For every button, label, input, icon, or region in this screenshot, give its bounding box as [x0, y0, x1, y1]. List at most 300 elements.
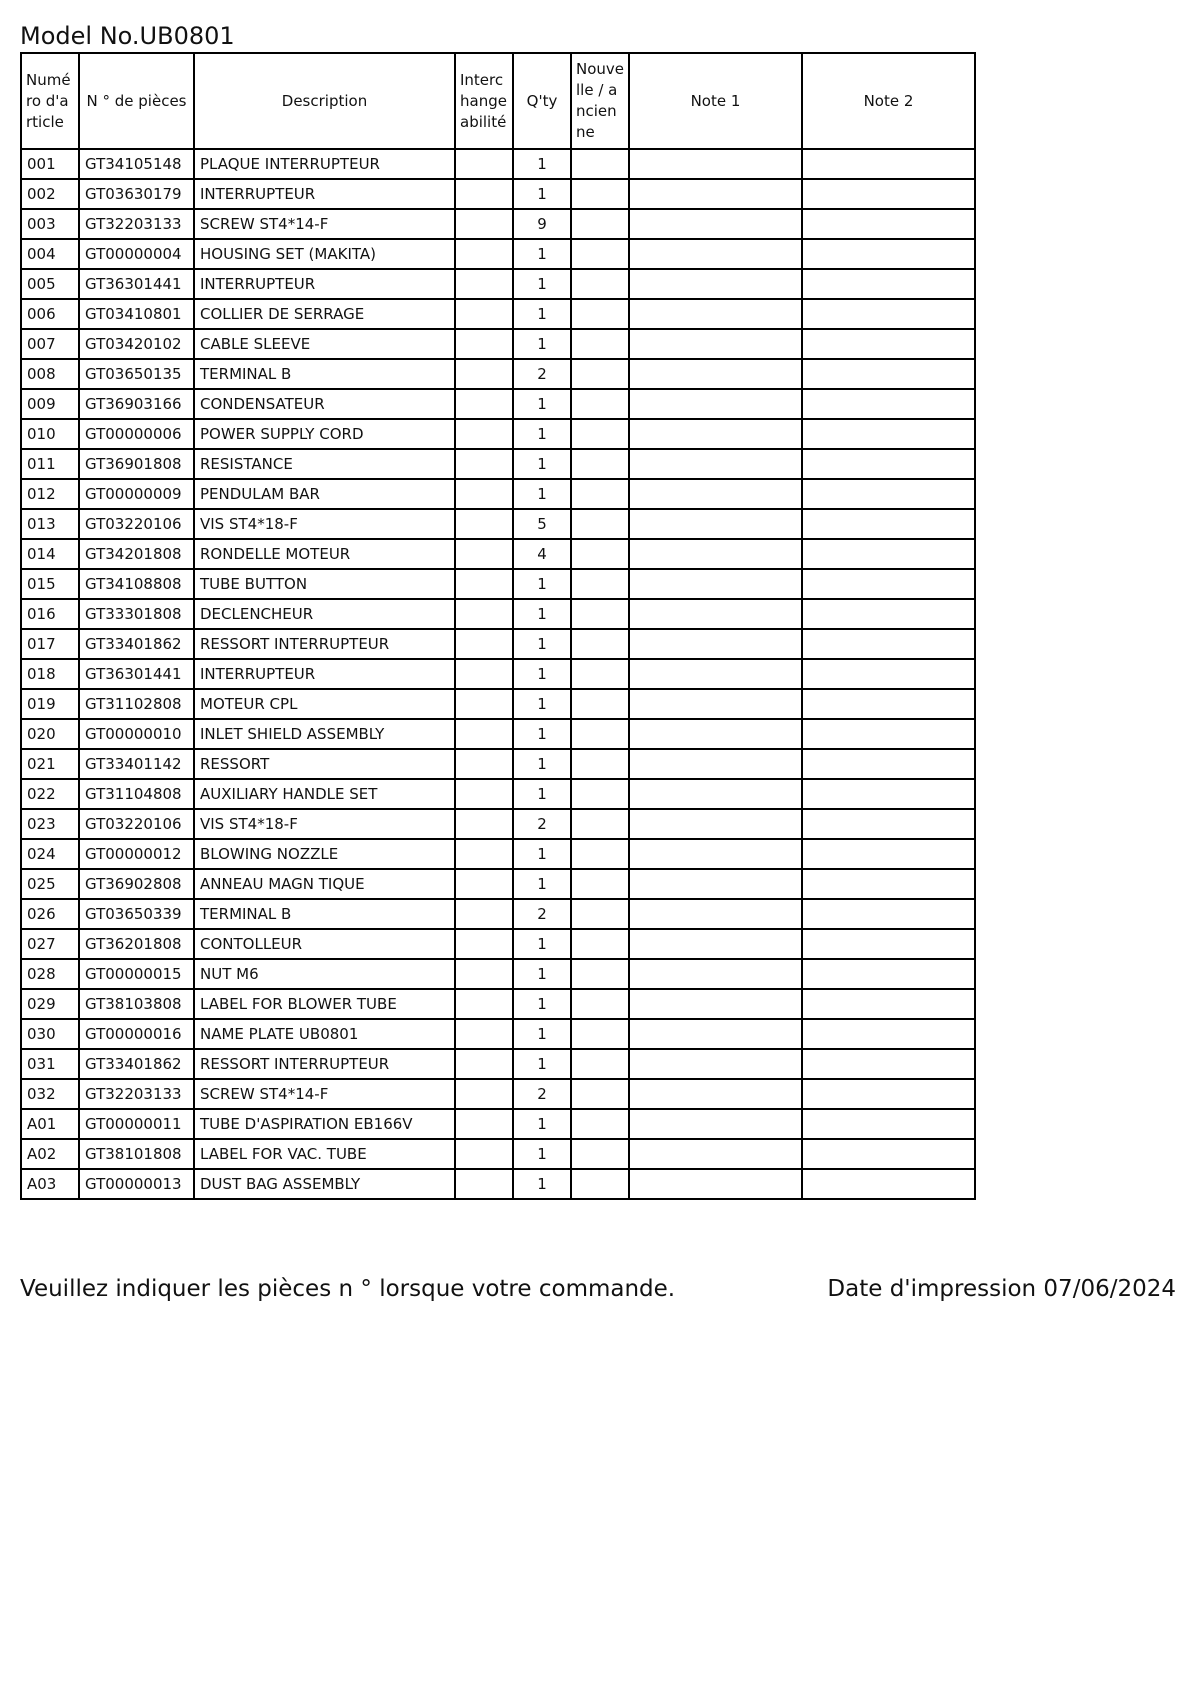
quantity-cell: 1: [513, 419, 571, 449]
note-2-cell: [802, 239, 975, 269]
table-row: [21, 869, 975, 899]
description-cell: RESISTANCE: [194, 449, 455, 479]
item-number-cell: 027: [21, 929, 79, 959]
item-number-cell: 005: [21, 269, 79, 299]
interchangeability-cell: [455, 179, 513, 209]
interchangeability-cell: [455, 239, 513, 269]
interchangeability-cell: [455, 599, 513, 629]
quantity-cell: 2: [513, 359, 571, 389]
item-number-cell: 026: [21, 899, 79, 929]
quantity-cell: 1: [513, 479, 571, 509]
description-cell: DECLENCHEUR: [194, 599, 455, 629]
quantity-cell: 1: [513, 1019, 571, 1049]
note-2-cell: [802, 959, 975, 989]
note-1-cell: [629, 239, 802, 269]
note-1-cell: [629, 479, 802, 509]
description-cell: TUBE BUTTON: [194, 569, 455, 599]
description-cell: LABEL FOR BLOWER TUBE: [194, 989, 455, 1019]
note-1-cell: [629, 389, 802, 419]
table-row: [21, 509, 975, 539]
quantity-cell: 1: [513, 569, 571, 599]
note-2-cell: [802, 779, 975, 809]
interchangeability-cell: [455, 899, 513, 929]
quantity-cell: 1: [513, 179, 571, 209]
interchangeability-cell: [455, 1019, 513, 1049]
new-old-cell: [571, 659, 629, 689]
table-row: [21, 929, 975, 959]
item-number-cell: 025: [21, 869, 79, 899]
quantity-cell: 1: [513, 929, 571, 959]
note-2-cell: [802, 179, 975, 209]
table-row: [21, 419, 975, 449]
model-title: Model No.UB0801: [20, 22, 235, 50]
description-cell: CABLE SLEEVE: [194, 329, 455, 359]
interchangeability-cell: [455, 449, 513, 479]
quantity-cell: 1: [513, 629, 571, 659]
note-2-cell: [802, 1109, 975, 1139]
quantity-cell: 4: [513, 539, 571, 569]
note-1-cell: [629, 1139, 802, 1169]
new-old-cell: [571, 749, 629, 779]
interchangeability-cell: [455, 959, 513, 989]
description-cell: CONDENSATEUR: [194, 389, 455, 419]
new-old-cell: [571, 299, 629, 329]
table-row: [21, 839, 975, 869]
note-1-cell: [629, 839, 802, 869]
new-old-cell: [571, 1079, 629, 1109]
interchangeability-cell: [455, 419, 513, 449]
table-row: [21, 539, 975, 569]
description-cell: INTERRUPTEUR: [194, 659, 455, 689]
table-row: [21, 479, 975, 509]
table-row: [21, 179, 975, 209]
item-number-cell: A02: [21, 1139, 79, 1169]
table-row: [21, 659, 975, 689]
item-number-cell: 009: [21, 389, 79, 419]
quantity-cell: 1: [513, 449, 571, 479]
description-cell: AUXILIARY HANDLE SET: [194, 779, 455, 809]
interchangeability-cell: [455, 209, 513, 239]
quantity-cell: 1: [513, 389, 571, 419]
quantity-cell: 2: [513, 809, 571, 839]
part-number-cell: GT38103808: [79, 989, 194, 1019]
item-number-cell: 017: [21, 629, 79, 659]
interchangeability-cell: [455, 329, 513, 359]
description-cell: RESSORT: [194, 749, 455, 779]
part-number-cell: GT00000013: [79, 1169, 194, 1199]
note-1-cell: [629, 629, 802, 659]
new-old-cell: [571, 1109, 629, 1139]
item-number-cell: 020: [21, 719, 79, 749]
quantity-cell: 1: [513, 869, 571, 899]
note-2-cell: [802, 389, 975, 419]
interchangeability-cell: [455, 1079, 513, 1109]
new-old-cell: [571, 509, 629, 539]
item-number-cell: 013: [21, 509, 79, 539]
table-row: [21, 389, 975, 419]
table-row: [21, 299, 975, 329]
item-number-cell: 008: [21, 359, 79, 389]
item-number-cell: 028: [21, 959, 79, 989]
interchangeability-cell: [455, 809, 513, 839]
quantity-cell: 1: [513, 239, 571, 269]
quantity-cell: 1: [513, 689, 571, 719]
new-old-cell: [571, 359, 629, 389]
quantity-cell: 1: [513, 989, 571, 1019]
quantity-cell: 1: [513, 839, 571, 869]
note-1-cell: [629, 179, 802, 209]
part-number-cell: GT33401862: [79, 1049, 194, 1079]
header-item-number: Numéro d'article: [21, 53, 79, 149]
description-cell: ANNEAU MAGN TIQUE: [194, 869, 455, 899]
description-cell: MOTEUR CPL: [194, 689, 455, 719]
description-cell: VIS ST4*18-F: [194, 509, 455, 539]
note-2-cell: [802, 479, 975, 509]
table-row: [21, 149, 975, 179]
part-number-cell: GT00000016: [79, 1019, 194, 1049]
new-old-cell: [571, 1019, 629, 1049]
item-number-cell: 023: [21, 809, 79, 839]
item-number-cell: A01: [21, 1109, 79, 1139]
part-number-cell: GT00000004: [79, 239, 194, 269]
table-row: [21, 239, 975, 269]
header-part-number: N ° de pièces: [79, 53, 194, 149]
table-row: [21, 749, 975, 779]
interchangeability-cell: [455, 299, 513, 329]
description-cell: COLLIER DE SERRAGE: [194, 299, 455, 329]
note-1-cell: [629, 329, 802, 359]
description-cell: NAME PLATE UB0801: [194, 1019, 455, 1049]
note-1-cell: [629, 359, 802, 389]
table-row: [21, 629, 975, 659]
table-row: [21, 1019, 975, 1049]
note-1-cell: [629, 749, 802, 779]
new-old-cell: [571, 449, 629, 479]
part-number-cell: GT32203133: [79, 1079, 194, 1109]
part-number-cell: GT00000006: [79, 419, 194, 449]
table-row: [21, 899, 975, 929]
description-cell: PLAQUE INTERRUPTEUR: [194, 149, 455, 179]
parts-table: [20, 52, 976, 1200]
part-number-cell: GT03650135: [79, 359, 194, 389]
new-old-cell: [571, 479, 629, 509]
note-2-cell: [802, 989, 975, 1019]
part-number-cell: GT36301441: [79, 659, 194, 689]
item-number-cell: 018: [21, 659, 79, 689]
table-row: [21, 209, 975, 239]
part-number-cell: GT03220106: [79, 509, 194, 539]
interchangeability-cell: [455, 629, 513, 659]
new-old-cell: [571, 269, 629, 299]
part-number-cell: GT03650339: [79, 899, 194, 929]
quantity-cell: 1: [513, 1169, 571, 1199]
quantity-cell: 2: [513, 899, 571, 929]
item-number-cell: 029: [21, 989, 79, 1019]
quantity-cell: 2: [513, 1079, 571, 1109]
note-1-cell: [629, 1049, 802, 1079]
note-2-cell: [802, 299, 975, 329]
item-number-cell: 010: [21, 419, 79, 449]
part-number-cell: GT32203133: [79, 209, 194, 239]
note-2-cell: [802, 1049, 975, 1079]
note-1-cell: [629, 569, 802, 599]
quantity-cell: 1: [513, 269, 571, 299]
interchangeability-cell: [455, 389, 513, 419]
new-old-cell: [571, 419, 629, 449]
note-1-cell: [629, 509, 802, 539]
note-1-cell: [629, 779, 802, 809]
note-1-cell: [629, 539, 802, 569]
table-row: [21, 449, 975, 479]
note-1-cell: [629, 1019, 802, 1049]
new-old-cell: [571, 209, 629, 239]
new-old-cell: [571, 809, 629, 839]
table-row: [21, 989, 975, 1019]
interchangeability-cell: [455, 689, 513, 719]
note-2-cell: [802, 689, 975, 719]
description-cell: NUT M6: [194, 959, 455, 989]
note-1-cell: [629, 1169, 802, 1199]
note-2-cell: [802, 569, 975, 599]
item-number-cell: 007: [21, 329, 79, 359]
description-cell: TERMINAL B: [194, 899, 455, 929]
part-number-cell: GT36903166: [79, 389, 194, 419]
interchangeability-cell: [455, 359, 513, 389]
interchangeability-cell: [455, 659, 513, 689]
part-number-cell: GT31104808: [79, 779, 194, 809]
header-row: [21, 53, 975, 149]
interchangeability-cell: [455, 1169, 513, 1199]
note-2-cell: [802, 659, 975, 689]
table-row: [21, 959, 975, 989]
item-number-cell: 014: [21, 539, 79, 569]
new-old-cell: [571, 149, 629, 179]
new-old-cell: [571, 839, 629, 869]
note-2-cell: [802, 1139, 975, 1169]
description-cell: TERMINAL B: [194, 359, 455, 389]
part-number-cell: GT31102808: [79, 689, 194, 719]
note-2-cell: [802, 329, 975, 359]
description-cell: LABEL FOR VAC. TUBE: [194, 1139, 455, 1169]
note-1-cell: [629, 1109, 802, 1139]
note-1-cell: [629, 659, 802, 689]
description-cell: INTERRUPTEUR: [194, 179, 455, 209]
print-date: Date d'impression 07/06/2024: [827, 1276, 1176, 1302]
item-number-cell: 030: [21, 1019, 79, 1049]
item-number-cell: 006: [21, 299, 79, 329]
note-2-cell: [802, 599, 975, 629]
item-number-cell: 016: [21, 599, 79, 629]
new-old-cell: [571, 539, 629, 569]
description-cell: TUBE D'ASPIRATION EB166V: [194, 1109, 455, 1139]
part-number-cell: GT34108808: [79, 569, 194, 599]
description-cell: HOUSING SET (MAKITA): [194, 239, 455, 269]
item-number-cell: 002: [21, 179, 79, 209]
item-number-cell: 011: [21, 449, 79, 479]
new-old-cell: [571, 899, 629, 929]
header-note-1: Note 1: [629, 53, 802, 149]
note-2-cell: [802, 719, 975, 749]
quantity-cell: 1: [513, 329, 571, 359]
note-1-cell: [629, 419, 802, 449]
part-number-cell: GT00000010: [79, 719, 194, 749]
header-new-old: Nouvelle / ancienne: [571, 53, 629, 149]
part-number-cell: GT33301808: [79, 599, 194, 629]
part-number-cell: GT00000015: [79, 959, 194, 989]
part-number-cell: GT36201808: [79, 929, 194, 959]
table-row: [21, 269, 975, 299]
table-row: [21, 1139, 975, 1169]
new-old-cell: [571, 1139, 629, 1169]
item-number-cell: 032: [21, 1079, 79, 1109]
note-1-cell: [629, 899, 802, 929]
note-2-cell: [802, 539, 975, 569]
note-1-cell: [629, 809, 802, 839]
quantity-cell: 1: [513, 149, 571, 179]
quantity-cell: 5: [513, 509, 571, 539]
table-row: [21, 569, 975, 599]
description-cell: RESSORT INTERRUPTEUR: [194, 629, 455, 659]
description-cell: DUST BAG ASSEMBLY: [194, 1169, 455, 1199]
description-cell: INLET SHIELD ASSEMBLY: [194, 719, 455, 749]
interchangeability-cell: [455, 839, 513, 869]
new-old-cell: [571, 239, 629, 269]
part-number-cell: GT33401142: [79, 749, 194, 779]
note-2-cell: [802, 629, 975, 659]
part-number-cell: GT00000011: [79, 1109, 194, 1139]
note-1-cell: [629, 149, 802, 179]
item-number-cell: 022: [21, 779, 79, 809]
description-cell: CONTOLLEUR: [194, 929, 455, 959]
note-2-cell: [802, 149, 975, 179]
table-row: [21, 329, 975, 359]
note-2-cell: [802, 929, 975, 959]
table-row: [21, 689, 975, 719]
item-number-cell: 019: [21, 689, 79, 719]
interchangeability-cell: [455, 869, 513, 899]
quantity-cell: 1: [513, 1049, 571, 1079]
note-2-cell: [802, 209, 975, 239]
quantity-cell: 1: [513, 749, 571, 779]
item-number-cell: 021: [21, 749, 79, 779]
part-number-cell: GT36901808: [79, 449, 194, 479]
quantity-cell: 9: [513, 209, 571, 239]
part-number-cell: GT00000009: [79, 479, 194, 509]
quantity-cell: 1: [513, 599, 571, 629]
part-number-cell: GT00000012: [79, 839, 194, 869]
quantity-cell: 1: [513, 659, 571, 689]
interchangeability-cell: [455, 1109, 513, 1139]
part-number-cell: GT36902808: [79, 869, 194, 899]
note-2-cell: [802, 1019, 975, 1049]
interchangeability-cell: [455, 719, 513, 749]
note-2-cell: [802, 749, 975, 779]
note-2-cell: [802, 269, 975, 299]
note-1-cell: [629, 1079, 802, 1109]
order-instruction: Veuillez indiquer les pièces n ° lorsque votre commande.: [20, 1276, 676, 1302]
note-2-cell: [802, 839, 975, 869]
interchangeability-cell: [455, 929, 513, 959]
quantity-cell: 1: [513, 779, 571, 809]
interchangeability-cell: [455, 509, 513, 539]
quantity-cell: 1: [513, 959, 571, 989]
interchangeability-cell: [455, 779, 513, 809]
new-old-cell: [571, 389, 629, 419]
new-old-cell: [571, 179, 629, 209]
new-old-cell: [571, 989, 629, 1019]
quantity-cell: 1: [513, 299, 571, 329]
new-old-cell: [571, 719, 629, 749]
interchangeability-cell: [455, 269, 513, 299]
note-1-cell: [629, 209, 802, 239]
note-2-cell: [802, 809, 975, 839]
interchangeability-cell: [455, 569, 513, 599]
note-1-cell: [629, 689, 802, 719]
part-number-cell: GT03420102: [79, 329, 194, 359]
part-number-cell: GT34201808: [79, 539, 194, 569]
new-old-cell: [571, 689, 629, 719]
parts-table-body: [21, 149, 975, 1199]
note-1-cell: [629, 989, 802, 1019]
interchangeability-cell: [455, 1139, 513, 1169]
note-2-cell: [802, 899, 975, 929]
table-row: [21, 1079, 975, 1109]
item-number-cell: 012: [21, 479, 79, 509]
description-cell: RONDELLE MOTEUR: [194, 539, 455, 569]
note-1-cell: [629, 599, 802, 629]
note-2-cell: [802, 449, 975, 479]
new-old-cell: [571, 569, 629, 599]
interchangeability-cell: [455, 539, 513, 569]
new-old-cell: [571, 929, 629, 959]
table-row: [21, 1049, 975, 1079]
description-cell: VIS ST4*18-F: [194, 809, 455, 839]
new-old-cell: [571, 629, 629, 659]
note-2-cell: [802, 1079, 975, 1109]
note-1-cell: [629, 959, 802, 989]
table-row: [21, 1109, 975, 1139]
description-cell: BLOWING NOZZLE: [194, 839, 455, 869]
item-number-cell: 031: [21, 1049, 79, 1079]
note-2-cell: [802, 359, 975, 389]
note-2-cell: [802, 869, 975, 899]
item-number-cell: A03: [21, 1169, 79, 1199]
note-1-cell: [629, 269, 802, 299]
part-number-cell: GT03220106: [79, 809, 194, 839]
table-row: [21, 1169, 975, 1199]
description-cell: INTERRUPTEUR: [194, 269, 455, 299]
item-number-cell: 004: [21, 239, 79, 269]
new-old-cell: [571, 1049, 629, 1079]
note-2-cell: [802, 1169, 975, 1199]
description-cell: RESSORT INTERRUPTEUR: [194, 1049, 455, 1079]
header-note-2: Note 2: [802, 53, 975, 149]
interchangeability-cell: [455, 749, 513, 779]
table-row: [21, 779, 975, 809]
quantity-cell: 1: [513, 1109, 571, 1139]
description-cell: SCREW ST4*14-F: [194, 1079, 455, 1109]
table-row: [21, 719, 975, 749]
description-cell: SCREW ST4*14-F: [194, 209, 455, 239]
part-number-cell: GT38101808: [79, 1139, 194, 1169]
note-1-cell: [629, 929, 802, 959]
header-quantity: Q'ty: [513, 53, 571, 149]
new-old-cell: [571, 329, 629, 359]
part-number-cell: GT03410801: [79, 299, 194, 329]
note-1-cell: [629, 719, 802, 749]
table-row: [21, 359, 975, 389]
quantity-cell: 1: [513, 1139, 571, 1169]
